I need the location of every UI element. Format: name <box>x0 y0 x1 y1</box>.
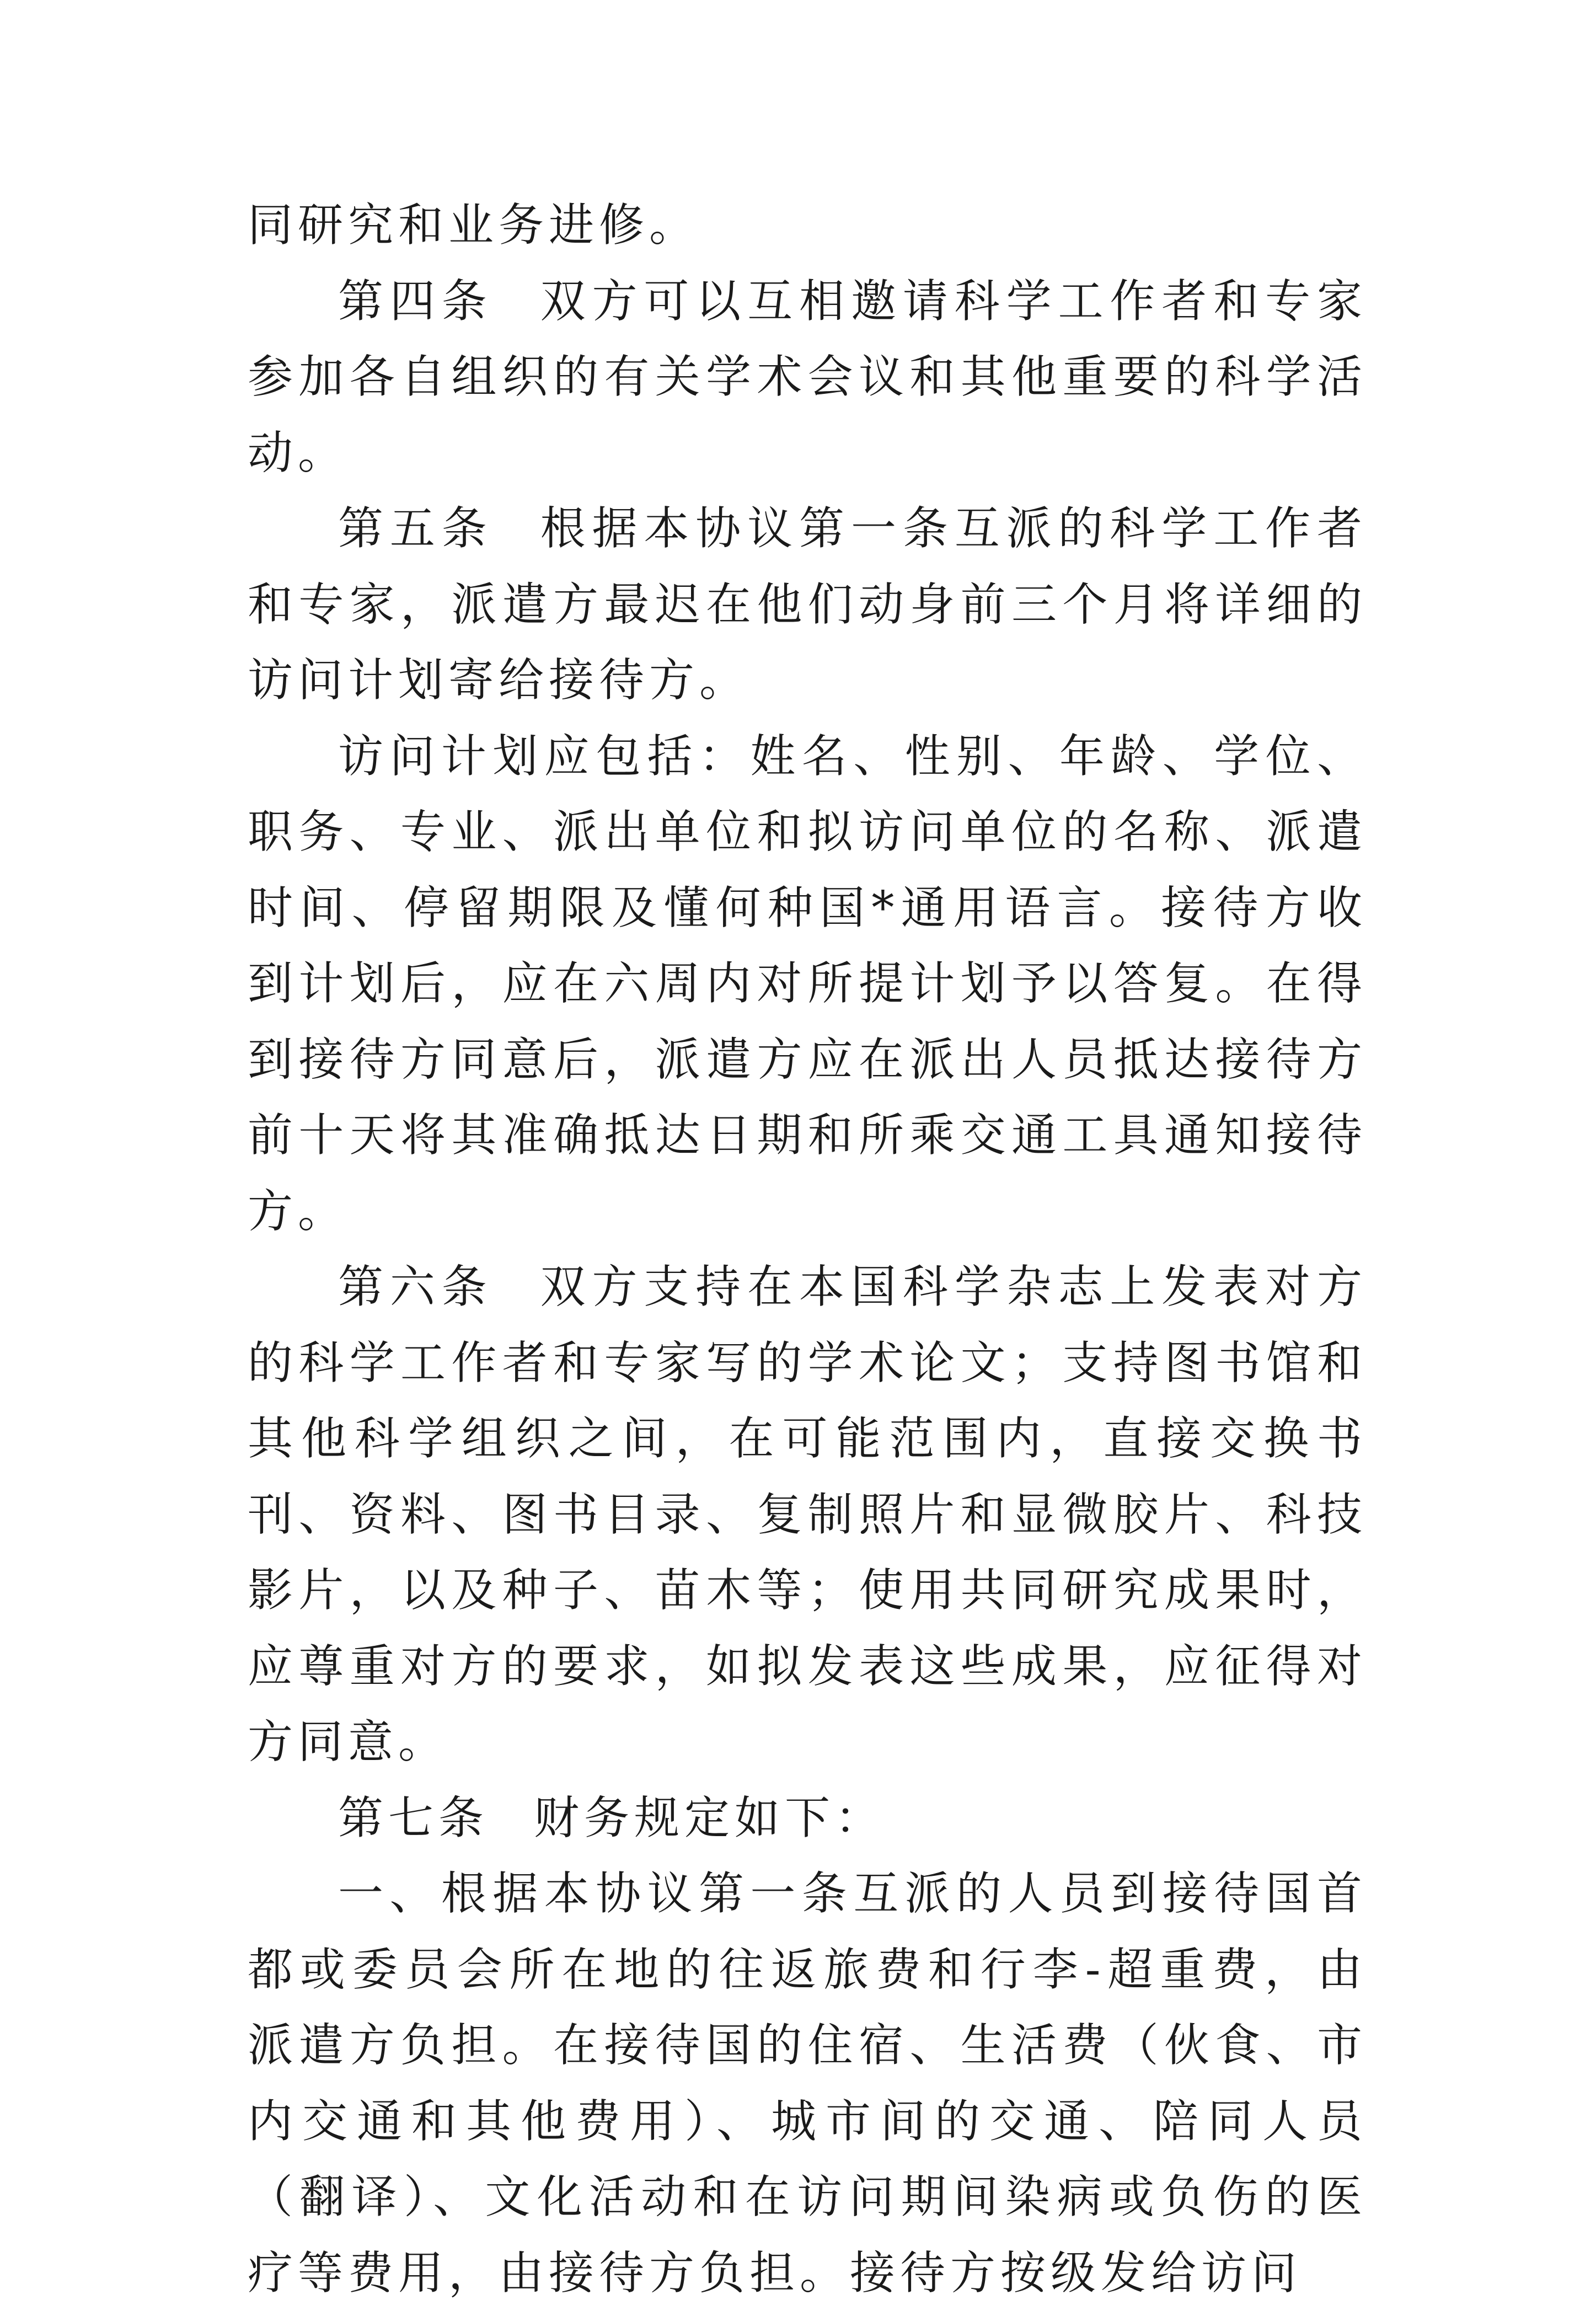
article-5-paragraph <box>248 491 1367 719</box>
paragraph-text: 同研究和业务进修。 <box>248 199 700 252</box>
article-6-paragraph <box>248 1249 1367 1780</box>
visit-plan-paragraph <box>248 719 1367 1250</box>
paragraph-text: 一、根据本协议第一条互派的人员到接待国首都或委员会所在地的往返旅费和行李-超重费，由派遣方负担。在接待国的住宿、生活费（伙食、市内交通和其他费用）、城市间的交通、陪同人员（翻译）、文化活动和在访问期间染病或负伤的医疗等费用，由接待方负担。接待方按级发给访问 <box>248 1868 1367 2299</box>
paragraph-continuation <box>248 188 1367 264</box>
paragraph-text: 财务规定如下： <box>534 1791 886 1844</box>
article-7-paragraph <box>248 1780 1367 1857</box>
paragraph-text: 访问计划应包括：姓名、性别、年龄、学位、职务、专业、派出单位和拟访问单位的名称、派遣时间、停留期限及懂何种国*通用语言。接待方收到计划后，应在六周内对所提计划予以答复。在得到接待方同意后，派遣方应在派出人员抵达接待方前十天将其准确抵达日期和所乘交通工具通知接待方。 <box>248 730 1367 1238</box>
article-4-paragraph <box>248 264 1367 491</box>
article-heading: 第五条 <box>338 502 494 555</box>
paragraph-text: 根据本协议第一条互派的科学工作者和专家，派遣方最迟在他们动身前三个月将详细的访问计划寄给接待方。 <box>248 502 1367 707</box>
article-heading: 第六条 <box>338 1261 494 1313</box>
paragraph-text: 双方支持在本国科学杂志上发表对方的科学工作者和专家写的学术论文；支持图书馆和其他科学组织之间，在可能范围内，直接交换书刊、资料、图书目录、复制照片和显微胶片、科技影片，以及种子、苗木等；使用共同研究成果时，应尊重对方的要求，如拟发表这些成果，应征得对方同意。 <box>248 1261 1367 1768</box>
paragraph-text: 双方可以互相邀请科学工作者和专家参加各自组织的有关学术会议和其他重要的科学活动。 <box>248 275 1367 479</box>
finance-item-1-paragraph <box>248 1856 1367 2311</box>
article-heading: 第四条 <box>338 275 494 328</box>
article-heading: 第七条 <box>338 1791 489 1844</box>
document-body <box>248 188 1367 2311</box>
